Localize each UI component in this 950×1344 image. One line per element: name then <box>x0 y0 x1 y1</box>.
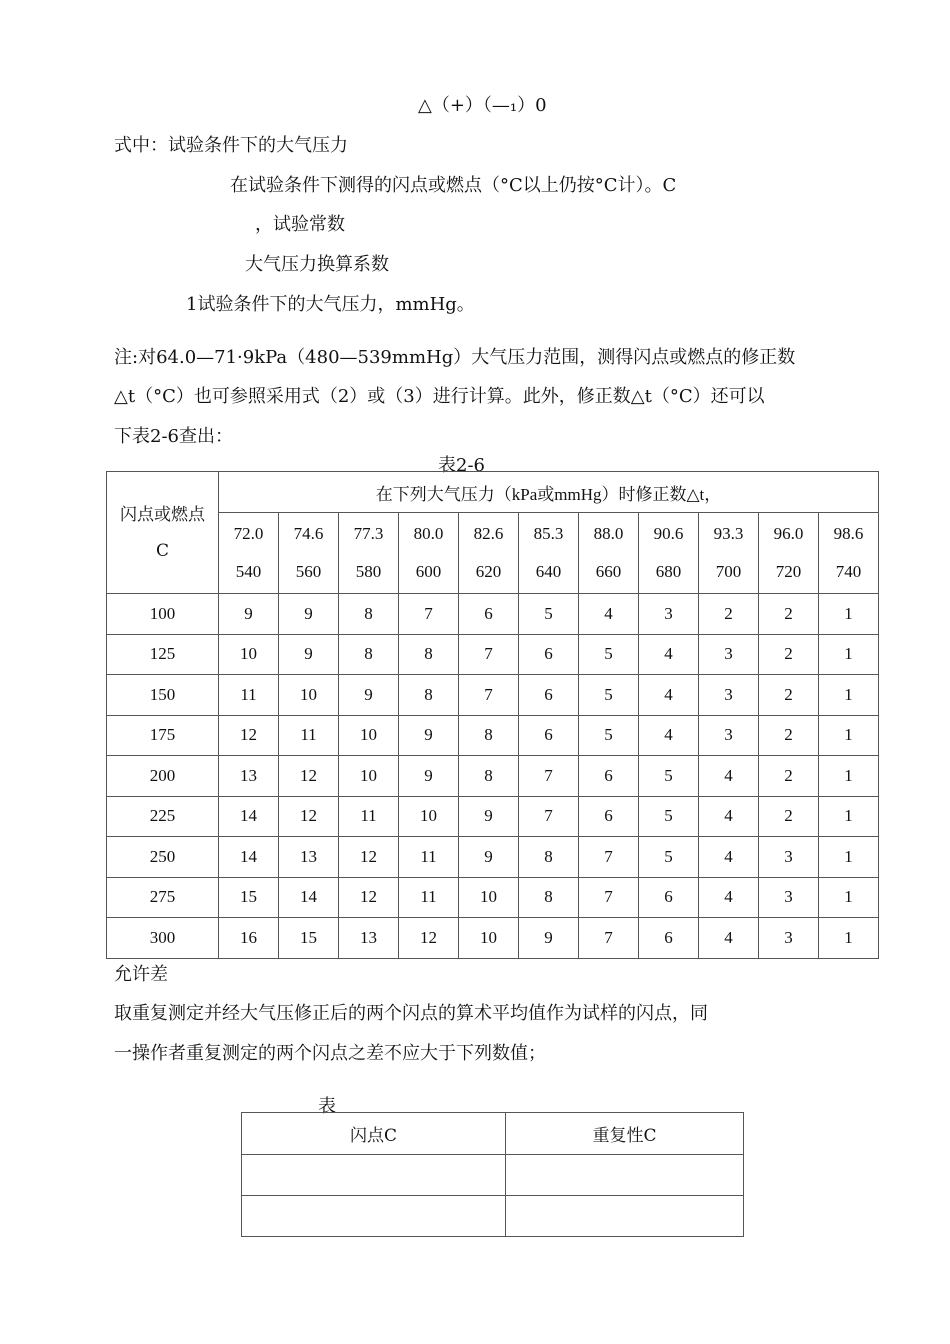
correction-value-cell: 4 <box>579 594 639 635</box>
correction-value-cell: 11 <box>339 796 399 837</box>
row-header-label: 闪点或燃点C <box>119 504 205 561</box>
formula-line: △（+）（—₁）0 <box>418 95 547 116</box>
correction-value-cell: 11 <box>399 877 459 918</box>
correction-value-cell: 5 <box>639 837 699 878</box>
correction-value-cell: 1 <box>819 877 879 918</box>
correction-value-cell: 6 <box>579 756 639 797</box>
correction-value-cell: 10 <box>339 715 399 756</box>
correction-value-cell: 6 <box>519 675 579 716</box>
table-row <box>107 796 879 837</box>
correction-value-cell: 1 <box>819 634 879 675</box>
correction-value-cell: 4 <box>639 675 699 716</box>
correction-value-cell: 1 <box>819 715 879 756</box>
correction-value-cell: 7 <box>579 837 639 878</box>
correction-value-cell: 12 <box>339 877 399 918</box>
table-row <box>107 756 879 797</box>
row-header-cell <box>107 472 219 594</box>
correction-value-cell: 7 <box>579 918 639 959</box>
table-cell <box>242 1196 506 1237</box>
pressure-cell <box>219 513 279 594</box>
correction-value-cell: 1 <box>819 756 879 797</box>
correction-value-cell: 16 <box>219 918 279 959</box>
correction-value-cell: 4 <box>699 756 759 797</box>
correction-value-cell: 9 <box>399 715 459 756</box>
pressure-kpa: 93.3 <box>713 524 744 543</box>
correction-value-cell: 2 <box>759 796 819 837</box>
correction-value-cell: 5 <box>639 796 699 837</box>
note-line-1: 注:对64.0—71·9kPa（480—539mmHg）大气压力范围，测得闪点或燃点的修正数 <box>114 347 796 368</box>
flash-point-cell: 300 <box>107 918 219 959</box>
correction-value-cell: 2 <box>759 675 819 716</box>
table-row <box>242 1196 744 1237</box>
correction-value-cell: 15 <box>219 877 279 918</box>
correction-value-cell: 9 <box>399 756 459 797</box>
correction-value-cell: 2 <box>699 594 759 635</box>
pressure-cell <box>519 513 579 594</box>
correction-value-cell: 5 <box>579 634 639 675</box>
correction-value-cell: 14 <box>219 796 279 837</box>
section-line-2: 一操作者重复测定的两个闪点之差不应大于下列数值； <box>114 1043 546 1064</box>
group-header-cell: 在下列大气压力（kPa或mmHg）时修正数△t， <box>219 472 879 513</box>
correction-value-cell: 6 <box>639 877 699 918</box>
pressure-kpa: 82.6 <box>473 524 504 543</box>
pressure-kpa: 90.6 <box>653 524 684 543</box>
correction-value-cell: 10 <box>459 877 519 918</box>
correction-value-cell: 3 <box>759 877 819 918</box>
table-row <box>107 837 879 878</box>
correction-value-cell: 2 <box>759 594 819 635</box>
correction-value-cell: 1 <box>819 796 879 837</box>
correction-value-cell: 1 <box>819 675 879 716</box>
correction-value-cell: 3 <box>639 594 699 635</box>
correction-value-cell: 1 <box>819 594 879 635</box>
pressure-mmhg: 540 <box>235 562 262 581</box>
correction-value-cell: 7 <box>579 877 639 918</box>
correction-value-cell: 6 <box>579 796 639 837</box>
correction-value-cell: 4 <box>639 715 699 756</box>
correction-value-cell: 9 <box>279 594 339 635</box>
pressure-cell <box>699 513 759 594</box>
correction-value-cell: 2 <box>759 715 819 756</box>
definition-intro: 式中：试验条件下的大气压力 <box>114 135 348 156</box>
table-cell <box>242 1155 506 1196</box>
correction-value-cell: 6 <box>639 918 699 959</box>
definition-flash-point: 在试验条件下测得的闪点或燃点（°C以上仍按°C计）。C <box>230 175 677 196</box>
pressure-mmhg: 600 <box>415 562 442 581</box>
correction-value-cell: 10 <box>339 756 399 797</box>
correction-value-cell: 10 <box>399 796 459 837</box>
correction-value-cell: 11 <box>399 837 459 878</box>
table-row <box>242 1155 744 1196</box>
correction-value-cell: 3 <box>699 675 759 716</box>
correction-value-cell: 9 <box>459 837 519 878</box>
header-repeatability: 重复性C <box>506 1113 744 1155</box>
correction-value-cell: 8 <box>459 715 519 756</box>
pressure-mmhg: 620 <box>475 562 502 581</box>
pressure-kpa: 74.6 <box>293 524 324 543</box>
pressure-kpa: 80.0 <box>413 524 444 543</box>
correction-value-cell: 12 <box>279 756 339 797</box>
correction-value-cell: 14 <box>219 837 279 878</box>
correction-value-cell: 13 <box>219 756 279 797</box>
correction-value-cell: 11 <box>279 715 339 756</box>
correction-value-cell: 6 <box>519 634 579 675</box>
table-row <box>107 715 879 756</box>
correction-value-cell: 3 <box>699 715 759 756</box>
pressure-mmhg: 560 <box>295 562 322 581</box>
correction-value-cell: 8 <box>459 756 519 797</box>
correction-value-cell: 2 <box>759 756 819 797</box>
correction-value-cell: 1 <box>819 837 879 878</box>
correction-value-cell: 9 <box>279 634 339 675</box>
table-row <box>107 594 879 635</box>
correction-value-cell: 8 <box>519 837 579 878</box>
pressure-kpa: 72.0 <box>233 524 264 543</box>
definition-coefficient: 大气压力换算系数 <box>245 254 389 275</box>
pressure-cell <box>399 513 459 594</box>
table-cell <box>506 1155 744 1196</box>
pressure-cell <box>579 513 639 594</box>
table-cell <box>506 1196 744 1237</box>
table-row <box>107 918 879 959</box>
pressure-header-row <box>107 513 879 594</box>
flash-point-cell: 250 <box>107 837 219 878</box>
correction-value-cell: 7 <box>519 756 579 797</box>
table-caption: 表2-6 <box>438 455 485 476</box>
correction-value-cell: 6 <box>519 715 579 756</box>
definition-constant: ，试验常数 <box>255 214 345 235</box>
correction-value-cell: 8 <box>399 634 459 675</box>
correction-value-cell: 5 <box>579 675 639 716</box>
pressure-kpa: 88.0 <box>593 524 624 543</box>
definition-pressure-mmhg: 1试验条件下的大气压力，mmHg。 <box>186 294 475 315</box>
pressure-kpa: 77.3 <box>353 524 384 543</box>
correction-value-cell: 5 <box>519 594 579 635</box>
pressure-mmhg: 580 <box>355 562 382 581</box>
pressure-mmhg: 720 <box>775 562 802 581</box>
correction-value-cell: 13 <box>279 837 339 878</box>
correction-value-cell: 2 <box>759 634 819 675</box>
pressure-kpa: 98.6 <box>833 524 864 543</box>
correction-value-cell: 6 <box>459 594 519 635</box>
flash-point-cell: 275 <box>107 877 219 918</box>
correction-value-cell: 12 <box>339 837 399 878</box>
pressure-mmhg: 740 <box>835 562 862 581</box>
pressure-kpa: 96.0 <box>773 524 804 543</box>
table-row <box>107 877 879 918</box>
correction-value-cell: 7 <box>459 634 519 675</box>
correction-value-cell: 4 <box>699 918 759 959</box>
correction-value-cell: 9 <box>219 594 279 635</box>
correction-value-cell: 8 <box>399 675 459 716</box>
pressure-cell <box>819 513 879 594</box>
correction-value-cell: 12 <box>219 715 279 756</box>
pressure-mmhg: 680 <box>655 562 682 581</box>
flash-point-cell: 125 <box>107 634 219 675</box>
correction-value-cell: 11 <box>219 675 279 716</box>
correction-value-cell: 3 <box>759 837 819 878</box>
repeatability-table <box>241 1112 744 1237</box>
correction-value-cell: 5 <box>639 756 699 797</box>
section-line-1: 取重复测定并经大气压修正后的两个闪点的算术平均值作为试样的闪点，同 <box>114 1003 708 1024</box>
note-line-3: 下表2-6查出： <box>114 426 233 447</box>
correction-value-cell: 10 <box>219 634 279 675</box>
pressure-cell <box>759 513 819 594</box>
pressure-kpa: 85.3 <box>533 524 564 543</box>
section-title: 允许差 <box>114 964 168 985</box>
correction-value-cell: 9 <box>339 675 399 716</box>
correction-value-cell: 4 <box>699 837 759 878</box>
note-line-2: △t（°C）也可参照采用式（2）或（3）进行计算。此外，修正数△t（°C）还可以 <box>114 386 765 407</box>
pressure-mmhg: 660 <box>595 562 622 581</box>
flash-point-cell: 225 <box>107 796 219 837</box>
flash-point-cell: 150 <box>107 675 219 716</box>
correction-value-cell: 10 <box>459 918 519 959</box>
correction-value-cell: 7 <box>459 675 519 716</box>
pressure-cell <box>459 513 519 594</box>
correction-value-cell: 15 <box>279 918 339 959</box>
header-flash-point: 闪点C <box>242 1113 506 1155</box>
correction-value-cell: 10 <box>279 675 339 716</box>
correction-value-cell: 1 <box>819 918 879 959</box>
correction-value-cell: 12 <box>279 796 339 837</box>
correction-value-cell: 3 <box>759 918 819 959</box>
correction-value-cell: 3 <box>699 634 759 675</box>
correction-value-cell: 12 <box>399 918 459 959</box>
flash-point-cell: 100 <box>107 594 219 635</box>
correction-value-cell: 8 <box>339 634 399 675</box>
pressure-cell <box>639 513 699 594</box>
correction-value-cell: 4 <box>699 796 759 837</box>
table-row <box>107 634 879 675</box>
correction-value-cell: 5 <box>579 715 639 756</box>
pressure-mmhg: 640 <box>535 562 562 581</box>
correction-value-cell: 9 <box>459 796 519 837</box>
pressure-cell <box>339 513 399 594</box>
table-row <box>107 675 879 716</box>
pressure-mmhg: 700 <box>715 562 742 581</box>
correction-table <box>106 471 879 959</box>
correction-value-cell: 4 <box>699 877 759 918</box>
flash-point-cell: 175 <box>107 715 219 756</box>
correction-value-cell: 8 <box>519 877 579 918</box>
flash-point-cell: 200 <box>107 756 219 797</box>
table2-caption: 表 <box>318 1096 336 1117</box>
correction-value-cell: 4 <box>639 634 699 675</box>
correction-value-cell: 13 <box>339 918 399 959</box>
correction-value-cell: 8 <box>339 594 399 635</box>
correction-value-cell: 7 <box>519 796 579 837</box>
pressure-cell <box>279 513 339 594</box>
correction-value-cell: 9 <box>519 918 579 959</box>
correction-value-cell: 7 <box>399 594 459 635</box>
correction-value-cell: 14 <box>279 877 339 918</box>
